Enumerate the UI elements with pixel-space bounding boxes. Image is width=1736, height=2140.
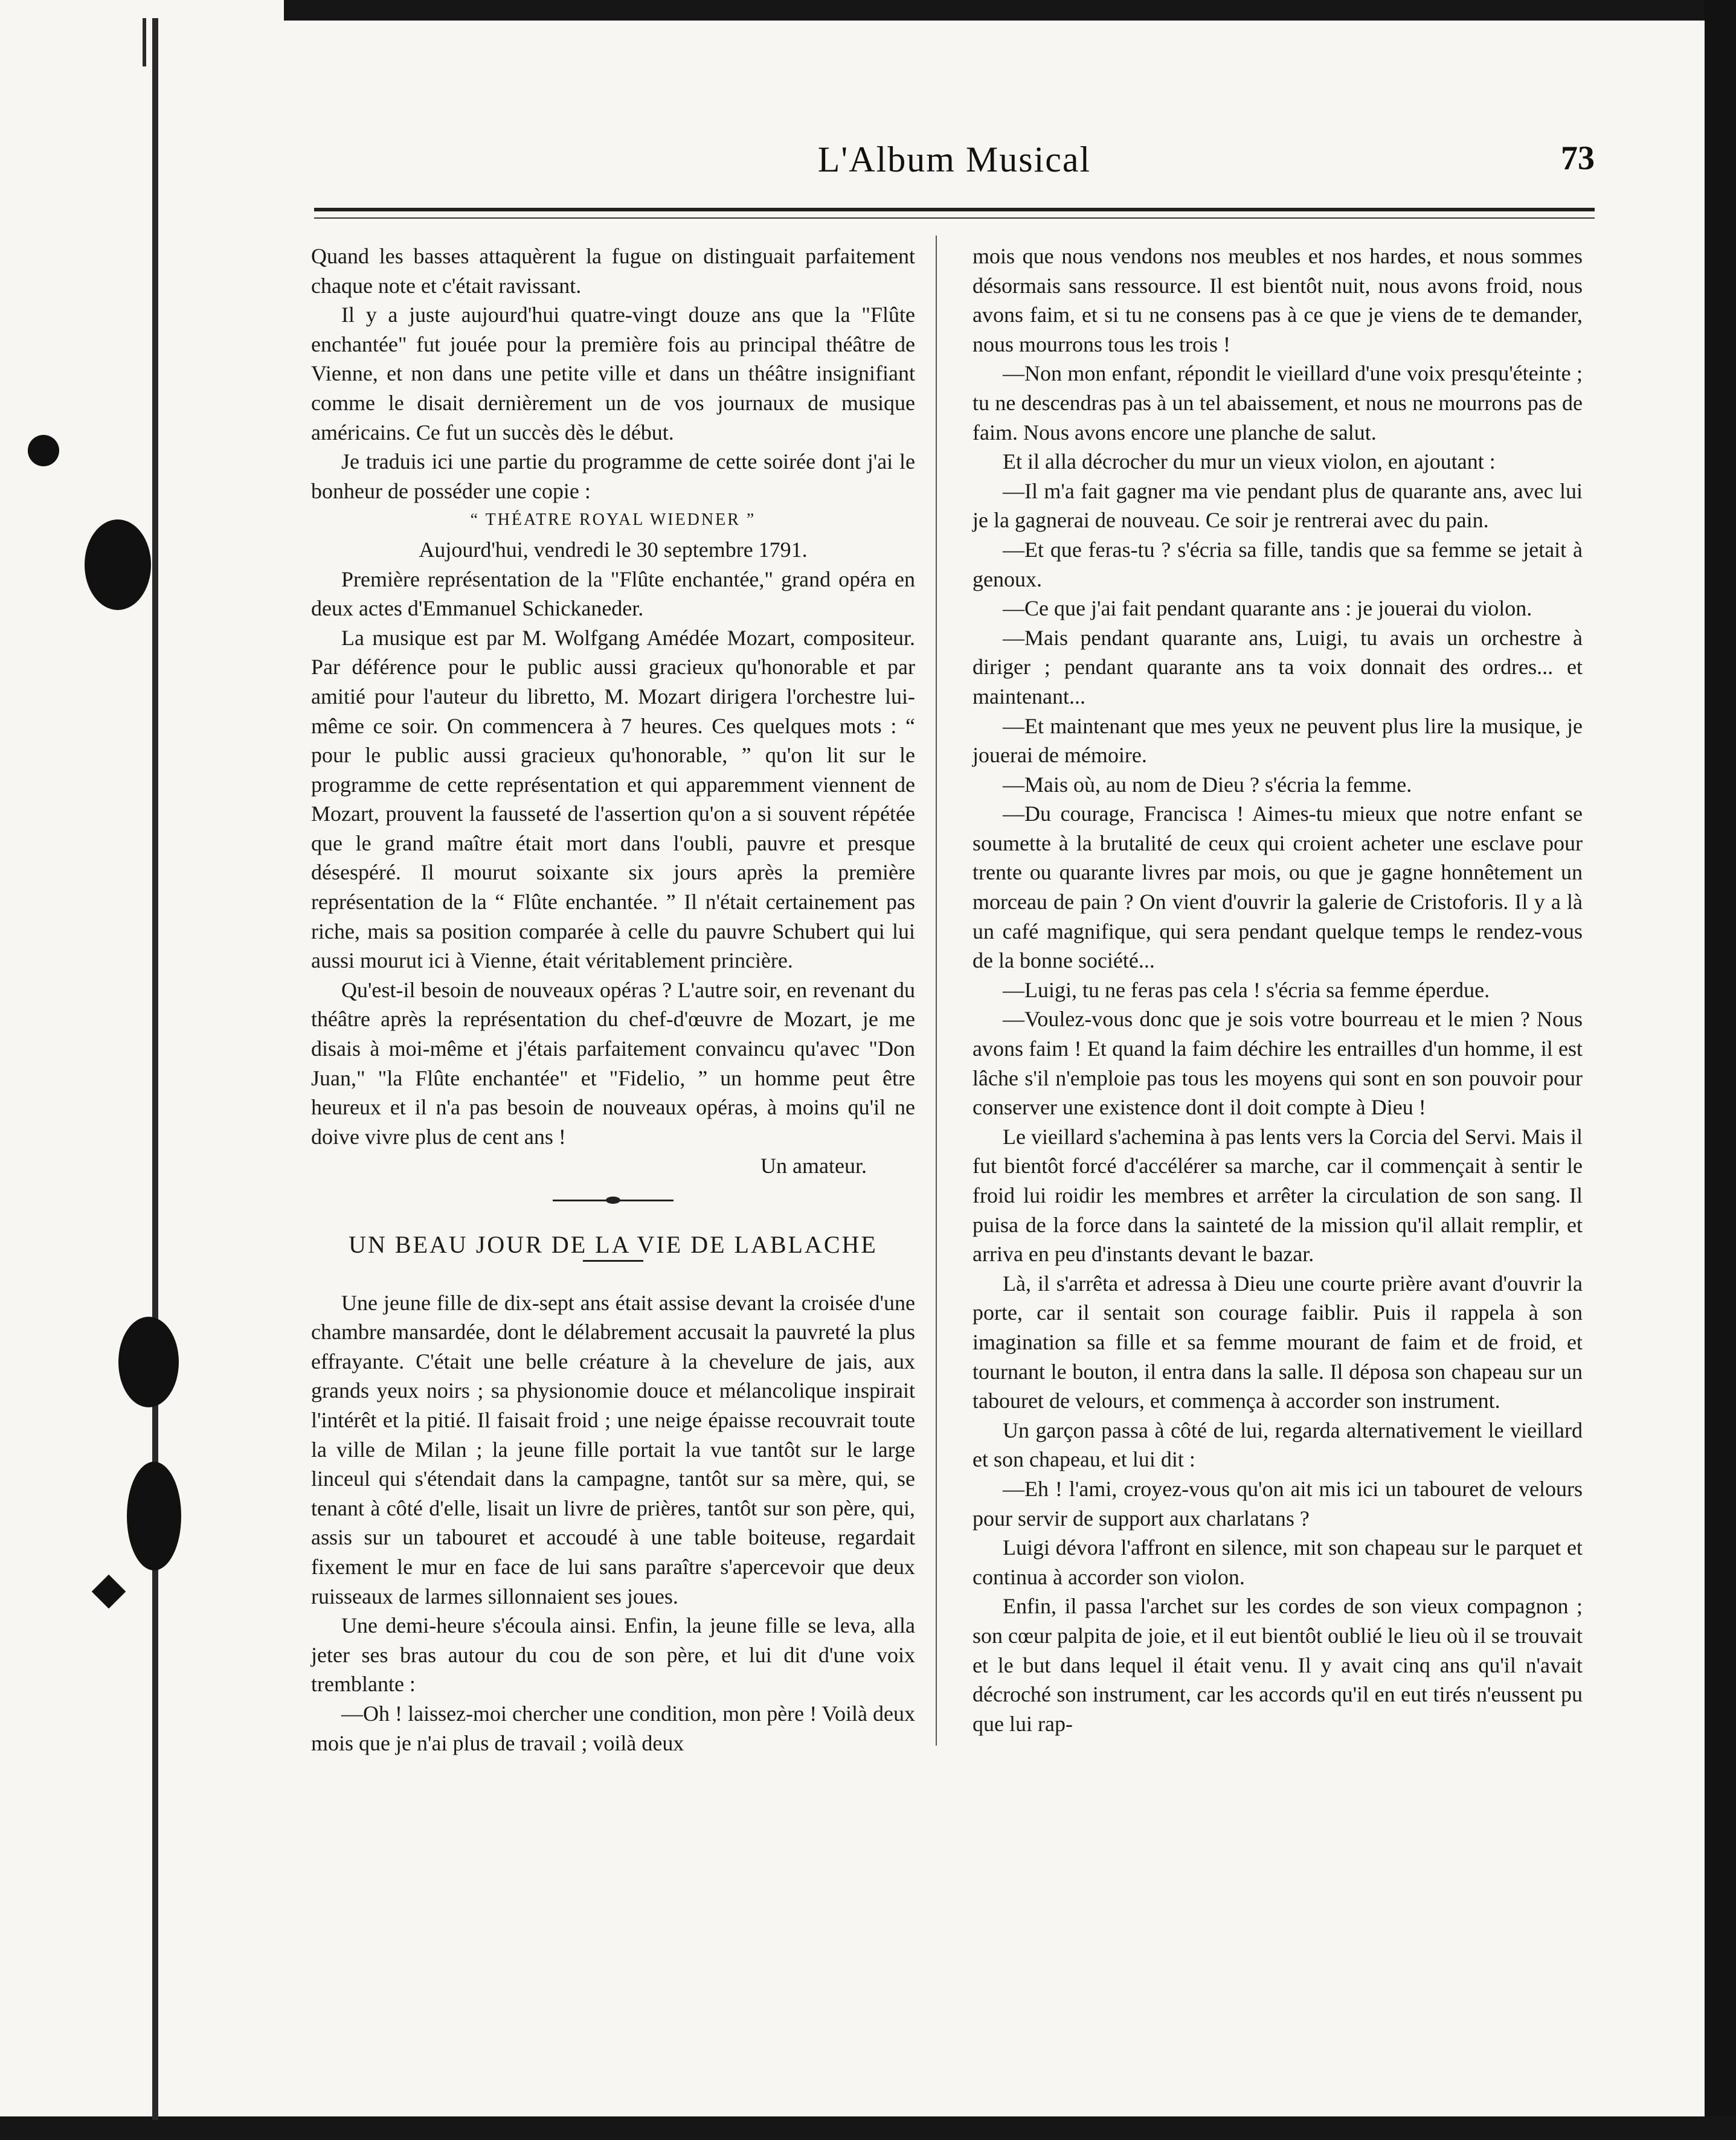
program-theatre-line: “ THÉATRE ROYAL WIEDNER ” xyxy=(470,510,756,530)
paragraph: Et il alla décrocher du mur un vieux violon, en ajoutant : xyxy=(1003,449,1496,474)
paragraph: —Du courage, Francisca ! Aimes-tu mieux que notre enfant se soumette à la brutalité de ceux qui croient acheter une esclave pour trente ou quarante livres par mois, ou que je gagne honnêtement un morceau de pain ? On vient d'ouvrir la galerie de Cristoforis. Il y a là un café magnifique, qui sera pendant quelque temps le rendez-vous de la bonne société... xyxy=(972,802,1583,973)
scan-border-right xyxy=(1705,0,1736,2140)
page-number: 73 xyxy=(1561,140,1595,177)
paragraph: Le vieillard s'achemina à pas lents vers la Corcia del Servi. Mais il fut bientôt forcé d'accélérer sa marche, car il commençait à sentir le froid lui roidir les membres et arrêter la circulation de son sang. Il puisa de la force dans la sainteté de la mission qu'il allait remplir, et arriva en peu d'instants devant le bazar. xyxy=(972,1124,1583,1267)
header-rule xyxy=(314,208,1595,211)
right-column xyxy=(972,242,1583,1738)
paragraph: —Et maintenant que mes yeux ne peuvent plus lire la musique, je jouerai de mémoire. xyxy=(972,713,1583,768)
paragraph: Quand les basses attaquèrent la fugue on distinguait parfaitement chaque note et c'était ravissant. xyxy=(311,244,915,298)
page-header xyxy=(314,139,1595,193)
program-date-line: Aujourd'hui, vendredi le 30 septembre 1791. xyxy=(419,537,808,562)
paragraph: Il y a juste aujourd'hui quatre-vingt douze ans que la "Flûte enchantée" fut jouée pour la première fois au principal théâtre de Vienne, et non dans une petite ville et dans un théâtre insignifiant comme le disait dernièrement un de vos journaux de musique américains. Ce fut un succès dès le début. xyxy=(311,303,915,445)
paragraph: Qu'est-il besoin de nouveaux opéras ? L'autre soir, en revenant du théâtre après la représentation du chef-d'œuvre de Mozart, je me disais à moi-même et j'étais parfaitement convaincu qu'avec "Don Juan," "la Flûte enchantée" et "Fidelio, ” un homme peut être heureux et il n'a pas besoin de nouveaux opéras, à moins qu'il ne doive vivre plus de cent ans ! xyxy=(311,977,915,1149)
paragraph: Une demi-heure s'écoula ainsi. Enfin, la jeune fille se leva, alla jeter ses bras autour du cou de son père, et lui dit d'une voix tremblante : xyxy=(311,1613,915,1697)
column-separator xyxy=(936,236,937,1746)
scan-border-left xyxy=(152,18,158,2120)
header-rule-thin xyxy=(314,217,1595,219)
paragraph: Je traduis ici une partie du programme de cette soirée dont j'ai le bonheur de posséder une copie : xyxy=(311,449,915,503)
paragraph: Enfin, il passa l'archet sur les cordes de son vieux compagnon ; son cœur palpita de joie, et il eut bientôt oublié le lieu où il se trouvait et le but dans lequel il était venu. Il y avait cinq ans qu'il n'avait décroché son instrument, car les accords qu'il en eut tirés n'eussent pu que lui rap- xyxy=(972,1594,1583,1736)
paragraph: —Mais où, au nom de Dieu ? s'écria la femme. xyxy=(1003,772,1412,797)
paragraph: —Luigi, tu ne feras pas cela ! s'écria sa femme éperdue. xyxy=(1003,977,1490,1002)
paragraph: Un garçon passa à côté de lui, regarda alternativement le vieillard et son chapeau, et lui dit : xyxy=(972,1418,1583,1472)
paragraph: La musique est par M. Wolfgang Amédée Mozart, compositeur. Par déférence pour le public aussi gracieux qu'honorable et par amitié pour l'auteur du libretto, M. Mozart dirigera l'orchestre lui-même ce soir. On commencera à 7 heures. Ces quelques mots : “ pour le public aussi gracieux qu'honorable, ” qu'on lit sur le programme de cette représentation et qui apparemment viennent de Mozart, prouvent la fausseté de l'assertion qu'on a si souvent répétée que le grand maître était mort dans l'oubli, pauvre et presque désespéré. Il mourut soixante six jours après la première représentation de la “ Flûte enchantée. ” Il n'était certainement pas riche, mais sa position comparée à celle du pauvre Schubert qui lui aussi mourut ici à Vienne, était véritablement princière. xyxy=(311,625,915,973)
paragraph: —Non mon enfant, répondit le vieillard d'une voix presqu'éteinte ; tu ne descendras pas à un tel abaissement, et nous ne mourrons pas de faim. Nous avons encore une planche de salut. xyxy=(972,361,1583,445)
paragraph: Une jeune fille de dix-sept ans était assise devant la croisée d'une chambre mansardée, dont le délabrement accusait la pauvreté la plus effrayante. C'était une belle créature à la chevelure de jais, aux grands yeux noirs ; sa physionomie douce et mélancolique inspirait l'intérêt et la pitié. Il faisait froid ; une neige épaisse recouvrait toute la ville de Milan ; la jeune fille portait la vue tantôt sur le large linceul qui s'étendait dans la campagne, tantôt sur sa mère, qui, se tenant à côté d'elle, lisait un livre de prières, tantôt sur son père, qui, assis sur un tabouret et accoudé à une table boiteuse, regardait fixement le mur en face de lui sans paraître s'apercevoir que deux ruisseaux de larmes sillonnaient ses joues. xyxy=(311,1290,915,1608)
scan-border-left-mark xyxy=(143,18,146,66)
paragraph: —Voulez-vous donc que je sois votre bourreau et le mien ? Nous avons faim ! Et quand la faim déchire les entrailles d'un homme, il est lâche s'il n'emploie pas tous les moyens qui sont en son pouvoir pour conserver une existence dont il doit compte à Dieu ! xyxy=(972,1007,1583,1120)
heading-rule xyxy=(583,1260,643,1262)
ink-blot xyxy=(127,1462,181,1570)
arrow-mark-icon xyxy=(92,1575,126,1609)
ink-blot xyxy=(28,435,59,466)
section-ornament xyxy=(553,1197,674,1204)
paragraph: Luigi dévora l'affront en silence, mit son chapeau sur le parquet et continua à accorder son violon. xyxy=(972,1535,1583,1589)
scan-border-bottom xyxy=(0,2116,1736,2140)
paragraph: Première représentation de la "Flûte enchantée," grand opéra en deux actes d'Emmanuel Schickaneder. xyxy=(311,567,915,621)
signature: Un amateur. xyxy=(760,1154,867,1178)
paragraph: —Et que feras-tu ? s'écria sa fille, tandis que sa femme se jetait à genoux. xyxy=(972,537,1583,591)
paragraph: mois que nous vendons nos meubles et nos hardes, et nous sommes désormais sans ressource. Il est bientôt nuit, nous avons froid, nous avons faim, et si tu ne consens pas à ce que je viens de te demander, nous mourrons tous les trois ! xyxy=(972,244,1583,356)
paragraph: —Oh ! laissez-moi chercher une condition, mon père ! Voilà deux mois que je n'ai plus de travail ; voilà deux xyxy=(311,1701,915,1755)
running-title: L'Album Musical xyxy=(817,140,1091,179)
section-heading: UN BEAU JOUR DE LA VIE DE LABLACHE xyxy=(349,1231,878,1258)
ink-blot xyxy=(118,1317,179,1407)
paragraph: —Mais pendant quarante ans, Luigi, tu avais un orchestre à diriger ; pendant quarante ans ta voix donnait des ordres... et maintenant... xyxy=(972,625,1583,709)
ink-blot xyxy=(85,519,151,610)
paragraph: —Ce que j'ai fait pendant quarante ans : je jouerai du violon. xyxy=(1003,596,1532,621)
paragraph: —Eh ! l'ami, croyez-vous qu'on ait mis ici un tabouret de velours pour servir de support aux charlatans ? xyxy=(972,1476,1583,1531)
paragraph: —Il m'a fait gagner ma vie pendant plus de quarante ans, avec lui je la gagnerai de nouveau. Ce soir je rentrerai avec du pain. xyxy=(972,478,1583,533)
left-column xyxy=(311,242,915,1758)
paragraph: Là, il s'arrêta et adressa à Dieu une courte prière avant d'ouvrir la porte, car il sentait son courage faiblir. Puis il rappela à son imagination sa fille et sa femme mourant de faim et de froid, et tournant le bouton, il entra dans la salle. Il déposa son chapeau sur un tabouret de velours, et commença à accorder son instrument. xyxy=(972,1271,1583,1413)
scan-border-top xyxy=(284,0,1715,21)
